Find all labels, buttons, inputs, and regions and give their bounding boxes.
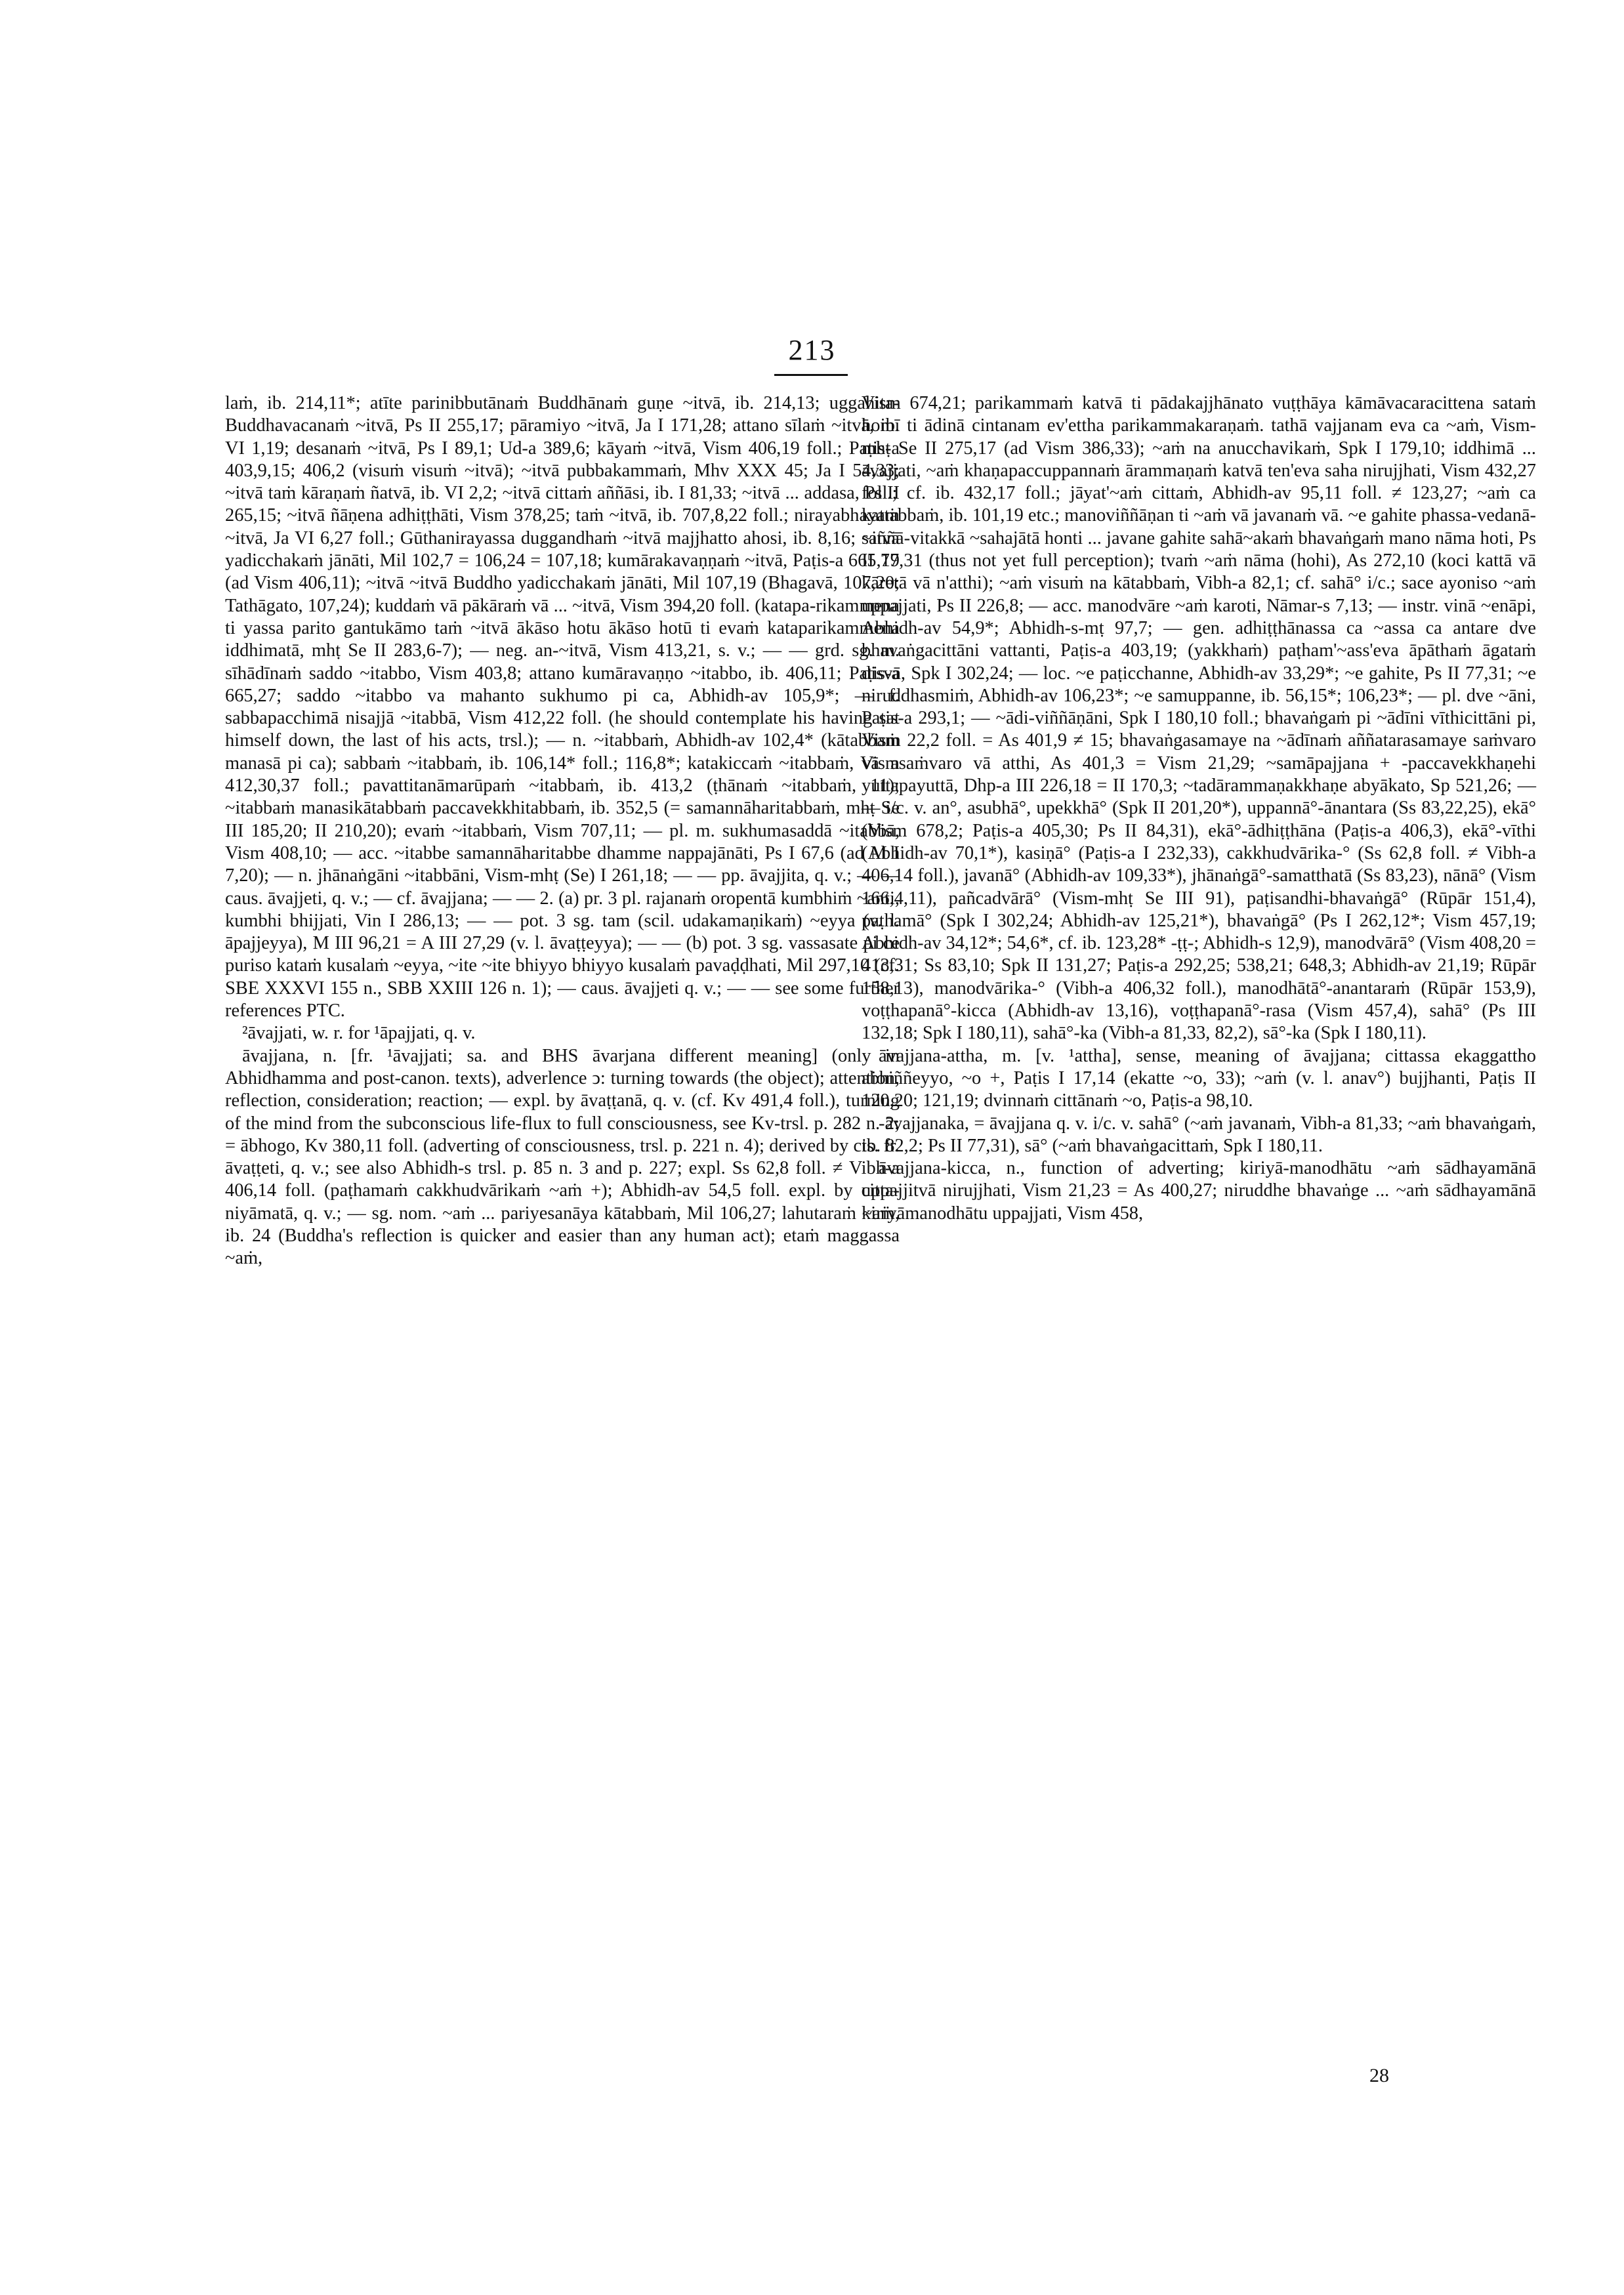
entry-paragraph: āvajjana, n. [fr. ¹āvajjati; sa. and BHS āvarjana different meaning] (only in Abhidhamma and post-canon. texts), adverlence ↄ: turning towards (the object); attention, reflection, consideration; reaction; — expl. by āvaṭṭanā, q. v. (cf. Kv 491,4 foll.), turning of the mind from the subconscious life-flux to full consciousness, see Kv-trsl. p. 282 n. 2; = ābhogo, Kv 380,11 foll. (adverting of consciousness, trsl. p. 221 n. 4); derived by cts. fr. āvaṭṭeti, q. v.; see also Abhidh-s trsl. p. 85 n. 3 and p. 227; expl. Ss 62,8 foll. ≠ Vibh-a 406,14 foll. (paṭhamaṁ cakkhudvārikaṁ ~aṁ +); Abhidh-av 54,5 foll. expl. by citta-niyāmatā, q. v.; — sg. nom. ~aṁ ... pariyesanāya kātabbaṁ, Mil 106,27; lahutaraṁ ~aṁ, ib. 24 (Buddha's reflection is quicker and easier than any human act); etaṁ maggassa ~aṁ, xyxy=(225,1045,900,1269)
right-column xyxy=(862,392,1536,1225)
signature-mark: 28 xyxy=(1369,2065,1389,2086)
left-column xyxy=(225,392,900,1270)
entry-paragraph: laṁ, ib. 214,11*; atīte parinibbutānaṁ Buddhānaṁ guṇe ~itvā, ib. 214,13; uggahita-Buddhavacanaṁ ~itvā, Ps II 255,17; pāramiyo ~itvā, Ja I 171,28; attano sīlaṁ ~itvā, ib. VI 1,19; desanaṁ ~itvā, Ps I 89,1; Ud-a 389,6; kāyaṁ ~itvā, Vism 406,19 foll.; Paṭis-a 403,9,15; 406,2 (visuṁ visuṁ ~itvā); ~itvā pubbakammaṁ, Mhv XXX 45; Ja I 54,33; ~itvā taṁ kāraṇaṁ ñatvā, ib. VI 2,2; ~itvā cittaṁ aññāsi, ib. I 81,33; ~itvā ... addasa, Ps II 265,15; ~itvā ñāṇena adhiṭṭhāti, Vism 378,25; taṁ ~itvā, ib. 707,8,22 foll.; nirayabhayaṁ ~itvā, Ja VI 6,27 foll.; Gūthanirayassa duggandhaṁ ~itvā majjhatto ahosi, ib. 8,16; ~itvā yadicchakaṁ jānāti, Mil 102,7 = 106,24 = 107,18; kumārakavaṇṇaṁ ~itvā, Paṭis-a 665,19 (ad Vism 406,11); ~itvā ~itvā Buddho yadicchakaṁ jānāti, Mil 107,19 (Bhagavā, 107,20; Tathāgato, 107,24); kuddaṁ vā pākāraṁ vā ... ~itvā, Vism 394,20 foll. (katapa-rikammena ti yassa parito gantukāmo taṁ ~itvā ākāso hotu ākāso hotū ti evaṁ kataparikammena iddhimatā, mhṭ Se II 283,6-7); — neg. an-~itvā, Vism 413,21, s. v.; — — grd. sg. m. sīhādīnaṁ saddo ~itabbo, Vism 403,8; attano kumāravaṇṇo ~itabbo, ib. 406,11; Paṭis-a 665,27; saddo ~itabbo va mahanto sukhumo pi ca, Abhidh-av 105,9*; — f. sabbapacchimā nisajjā ~itabbā, Vism 412,22 foll. (he should contemplate his having sat himself down, the last of his acts, trsl.); — n. ~itabbaṁ, Abhidh-av 102,4* (kātabbaṁ manasā pi ca); sabbaṁ ~itabbaṁ, ib. 106,14* foll.; 116,8*; katakiccaṁ ~itabbaṁ, Vism 412,30,37 foll.; pavattitanāmarūpaṁ ~itabbaṁ, ib. 413,2 (ṭhānaṁ ~itabbaṁ, 11); ~itabbaṁ manasikātabbaṁ paccavekkhitabbaṁ, ib. 352,5 (= samannāharitabbaṁ, mhṭ Se III 185,20; II 210,20); evaṁ ~itabbaṁ, Vism 707,11; — pl. m. sukhumasaddā ~itabbā, Vism 408,10; — acc. ~itabbe samannāharitabbe dhamme nappajānāti, Ps I 67,6 (ad M I 7,20); — n. jhānaṅgāni ~itabbāni, Vism-mhṭ (Se) I 261,18; — — pp. āvajjita, q. v.; — — caus. āvajjeti, q. v.; — cf. āvajjana; — — 2. (a) pr. 3 pl. rajanaṁ oropentā kumbhiṁ ~anti, kumbhi bhijjati, Vin I 286,13; — — pot. 3 sg. tam (scil. udakamaṇikaṁ) ~eyya (v. l. āpajjeyya), M III 96,21 = A III 27,29 (v. l. āvaṭṭeyya); — — (b) pot. 3 sg. vassasate pi ce puriso kataṁ kusalaṁ ~eyya, ~ite ~ite bhiyyo bhiyyo kusalaṁ pavaḍḍhati, Mil 297,10 (cf. SBE XXXVI 155 n., SBB XXIII 126 n. 1); — caus. āvajjeti q. v.; — — see some further references PTC. xyxy=(225,393,900,1022)
page-number: 213 xyxy=(788,334,836,366)
entry-paragraph: ²āvajjati, w. r. for ¹āpajjati, q. v. xyxy=(242,1023,476,1044)
entry-paragraph: āvajjana-kicca, n., function of adverting; kiriyā-manodhātu ~aṁ sādhayamānā uppajjitvā nirujjhati, Vism 21,23 = As 400,27; niruddhe bhavaṅge ... ~aṁ sādhayamānā kiriyāmanodhātu uppajjati, Vism 458, xyxy=(862,1158,1536,1224)
entry-paragraph: Vism 674,21; parikammaṁ katvā ti pādakajjhānato vuṭṭhāya kāmāvacaracittena sataṁ homī ti ādinā cintanam ev'ettha parikammakaraṇaṁ. tathā vajjanam eva ca ~aṁ, Vism-mhṭ Se II 275,17 (ad Vism 386,33); ~aṁ na anucchavikaṁ, Spk I 179,10; iddhimā ... āvajjati, ~aṁ khaṇapaccuppannaṁ ārammaṇaṁ katvā ten'eva saha nirujjhati, Vism 432,27 foll.; cf. ib. 432,17 foll.; jāyat'~aṁ cittaṁ, Abhidh-av 95,11 foll. ≠ 123,27; ~aṁ ca kattabbaṁ, ib. 101,19 etc.; manoviññāṇan ti ~aṁ vā javanaṁ vā. ~e gahite phassa-vedanā-saññā-vitakkā ~sahajātā honti ... javane gahite sahā~akaṁ bhavaṅgaṁ mano nāma hoti, Ps II 77,31 (thus not yet full perception); tvaṁ ~aṁ nāma (hohi), As 272,10 (koci kattā vā kāretā vā n'atthi); ~aṁ visuṁ na kātabbaṁ, Vibh-a 82,1; cf. sahā° i/c.; sace ayoniso ~aṁ uppajjati, Ps II 226,8; — acc. manodvāre ~aṁ karoti, Nāmar-s 7,13; — instr. vinā ~enāpi, Abhidh-av 54,9*; Abhidh-s-mṭ 97,7; — gen. adhiṭṭhānassa ca ~assa ca antare dve bhavaṅgacittāni vattanti, Paṭis-a 403,19; (yakkhaṁ) paṭham'~ass'eva āpāthaṁ āgataṁ disvā, Spk I 302,24; — loc. ~e paṭicchanne, Abhidh-av 33,29*; ~e gahite, Ps II 77,31; ~e niruddhasmiṁ, Abhidh-av 106,23*; ~e samuppanne, ib. 56,15*; 106,23*; — pl. dve ~āni, Paṭis-a 293,1; — ~ādi-viññāṇāni, Spk I 180,10 foll.; bhavaṅgaṁ pi ~ādīni vīthicittāni pi, Vism 22,2 foll. = As 401,9 ≠ 15; bhavaṅgasamaye na ~ādīnaṁ aññatarasamaye saṁvaro vā asaṁvaro vā atthi, As 401,3 = Vism 21,29; ~samāpajjana + -paccavekkhaṇehi yuttapayuttā, Dhp-a III 226,18 = II 170,3; ~tadārammaṇakkhaṇe abyākato, Sp 521,26; — — i/c. v. an°, asubhā°, upekkhā° (Spk II 201,20*), uppannā°-ānantara (Ss 83,22,25), ekā° (Vism 678,2; Paṭis-a 405,30; Ps II 84,31), ekā°-ādhiṭṭhāna (Paṭis-a 406,3), ekā°-vīthi (Abhidh-av 70,1*), kasiṇā° (Paṭis-a I 232,33), cakkhudvārika-° (Ss 62,8 foll. ≠ Vibh-a 406,14 foll.), javanā° (Abhidh-av 109,33*), jhānaṅgā°-samatthatā (Ss 83,23), nānā° (Vism 166,4,11), pañcadvārā° (Vism-mhṭ Se III 91), paṭisandhi-bhavaṅgā° (Rūpār 151,4), paṭhamā° (Spk I 302,24; Abhidh-av 125,21*), bhavaṅgā° (Ps I 262,12*; Vism 457,19; Abhidh-av 34,12*; 54,6*, cf. ib. 123,28* -ṭṭ-; Abhidh-s 12,9), manodvārā° (Vism 408,20 = 413,31; Ss 83,10; Spk II 131,27; Paṭis-a 292,25; 538,21; 648,3; Abhidh-av 21,19; Rūpār 158,13), manodvārika-° (Vibh-a 406,32 foll.), manodhātā°-anantaraṁ (Rūpār 153,9), voṭṭhapanā°-kicca (Abhidh-av 13,16), voṭṭhapanā°-rasa (Vism 457,4), sahā° (Ps III 132,18; Spk I 180,11), sahā°-ka (Vibh-a 81,33, 82,2), sā°-ka (Spk I 180,11). xyxy=(862,393,1536,1044)
entry-paragraph: -āvajjanaka, = āvajjana q. v. i/c. v. sahā° (~aṁ javanaṁ, Vibh-a 81,33; ~aṁ bhavaṅgaṁ, ib. 82,2; Ps II 77,31), sā° (~aṁ bhavaṅgacittaṁ, Spk I 180,11. xyxy=(862,1113,1536,1156)
header-rule xyxy=(774,374,848,376)
entry-paragraph: āvajjana-attha, m. [v. ¹attha], sense, meaning of āvajjana; cittassa ekaggattho abhiññeyyo, ~o +, Paṭis I 17,14 (ekatte ~o, 33); ~aṁ (v. l. anav°) bujjhanti, Paṭis II 120,20; 121,19; dvinnaṁ cittānaṁ ~o, Paṭis-a 98,10. xyxy=(862,1045,1536,1111)
